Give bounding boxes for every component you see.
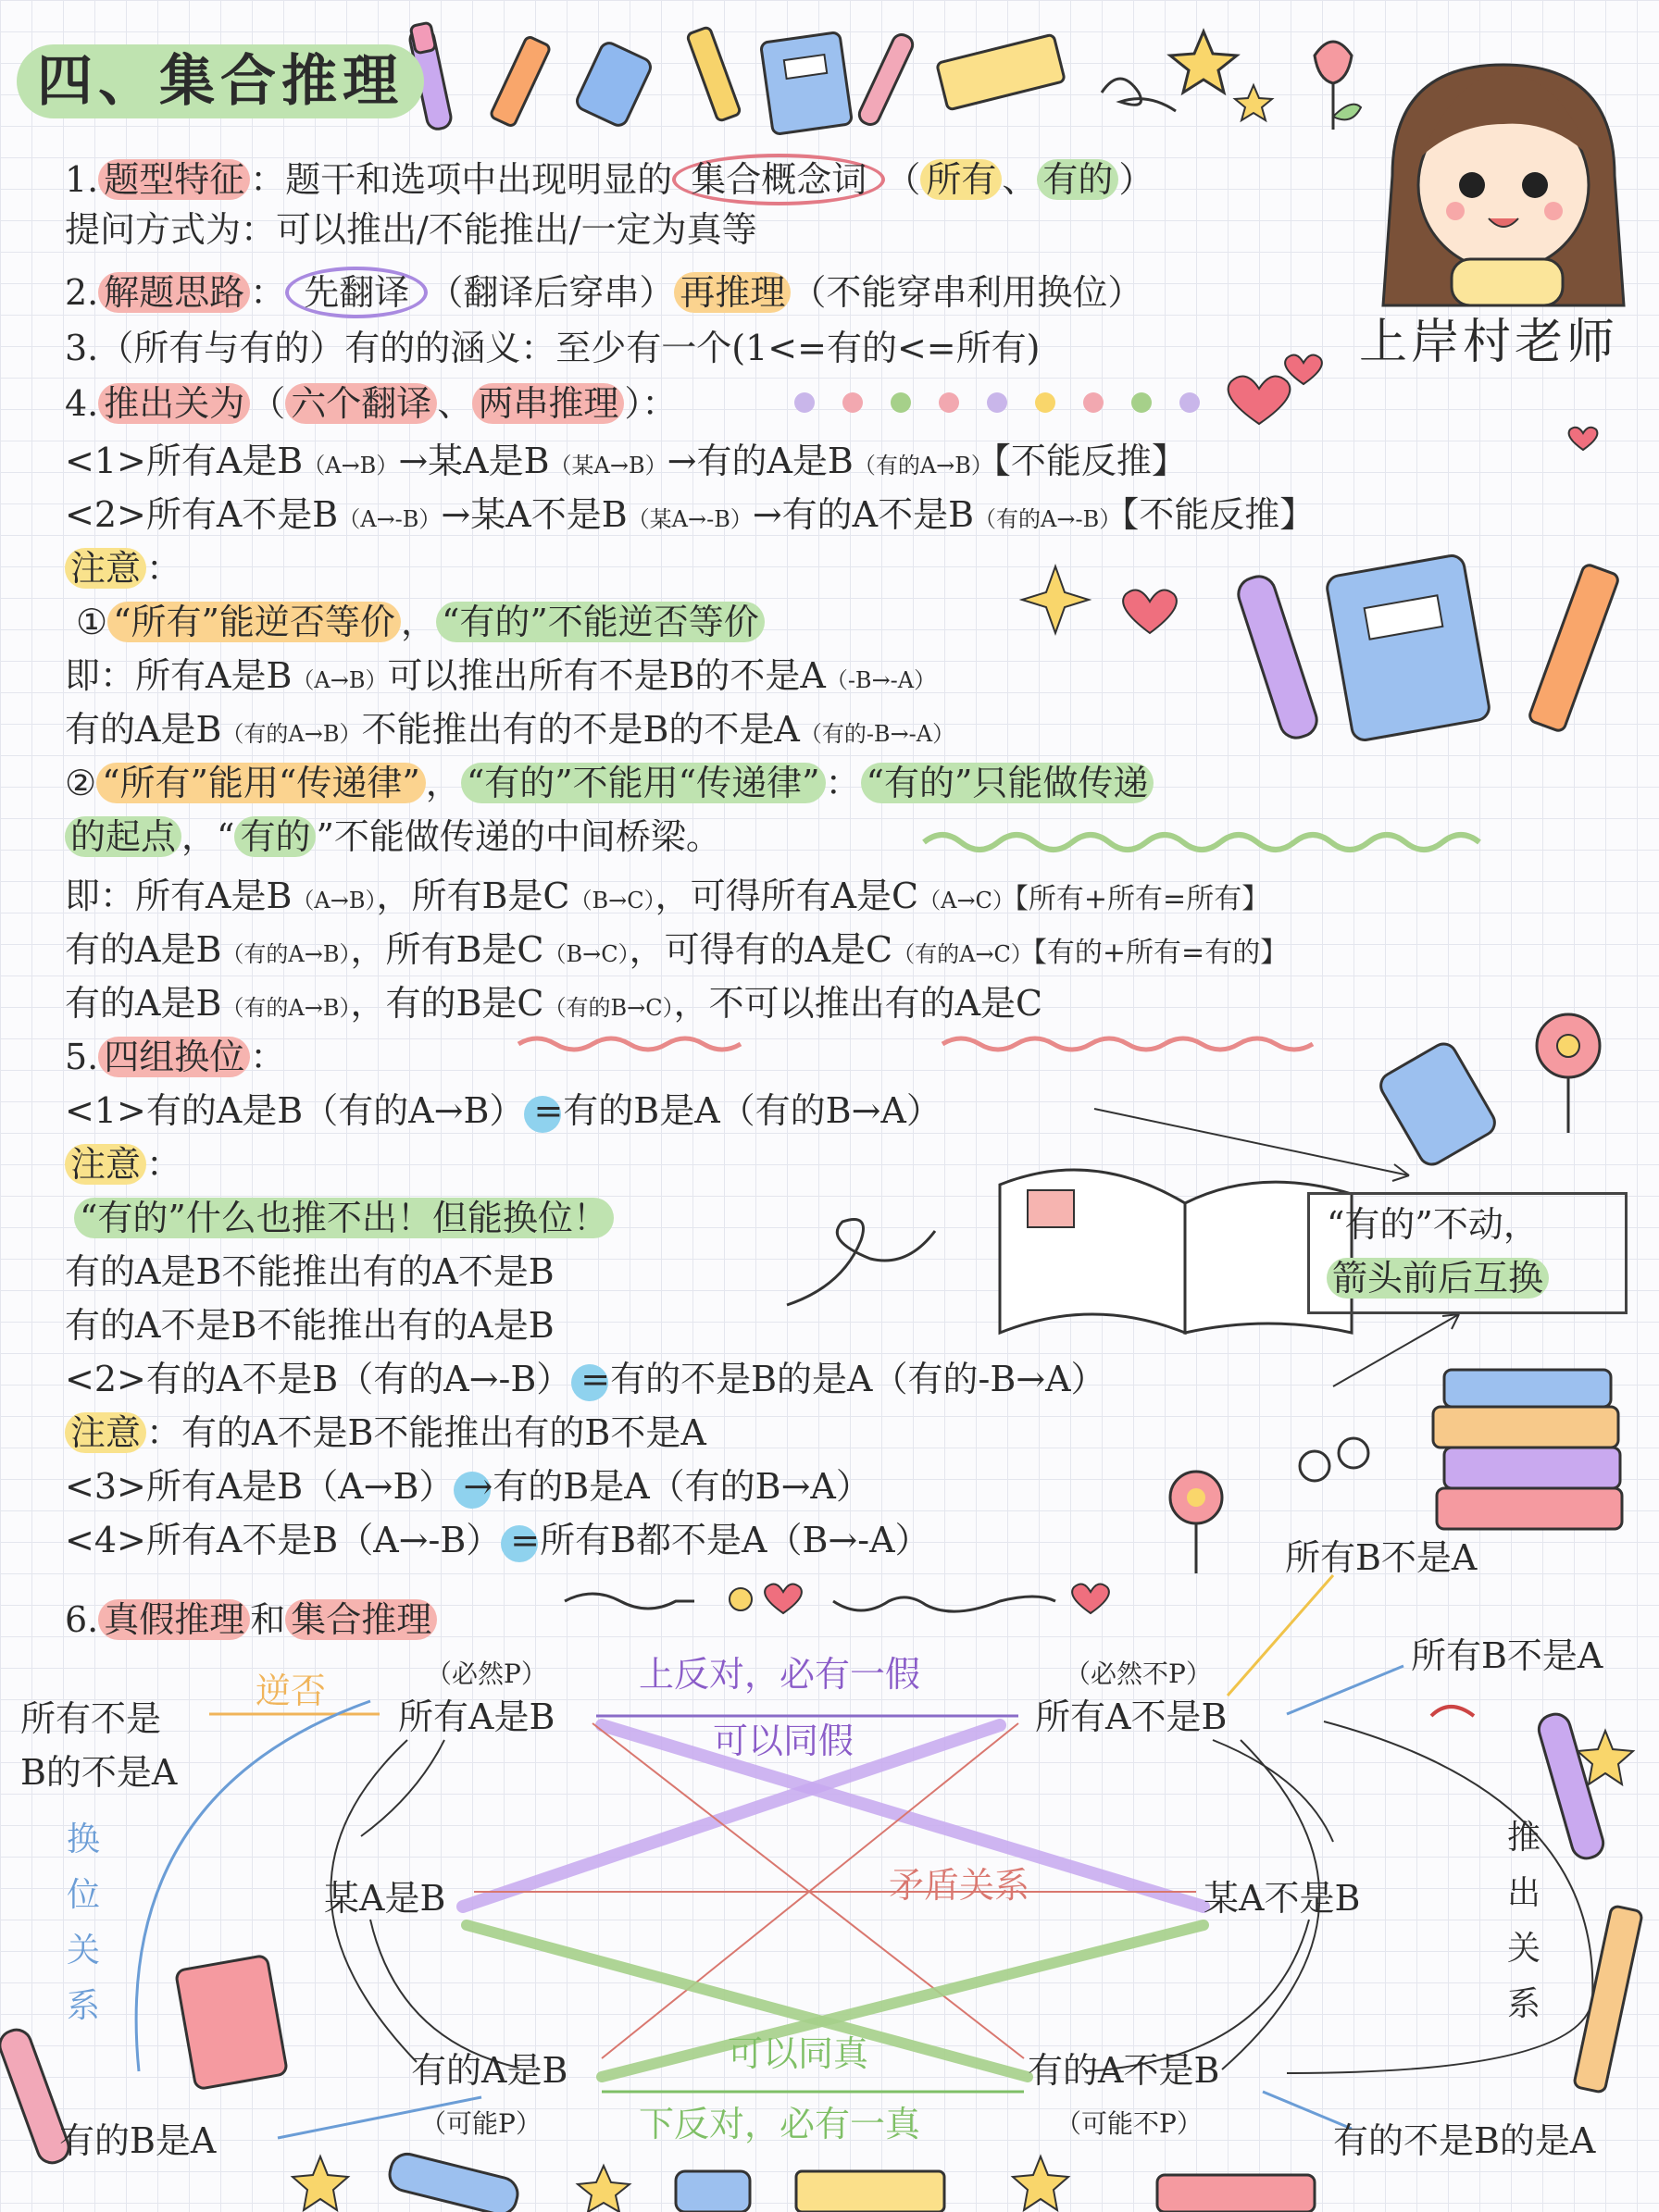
label-upper-contrary: 上反对，必有一假: [639, 1654, 921, 1695]
teacher-avatar: [1383, 65, 1624, 305]
node-all-is: 所有A是B: [398, 1696, 555, 1737]
ruler-icon: [937, 34, 1066, 110]
conversion-1-note-line-1: 有的A是B不能推出有的A不是B: [65, 1251, 555, 1292]
label-can-both-false: 可以同假: [713, 1721, 854, 1761]
book-icon: [1157, 2175, 1315, 2212]
label-all-b-not-a: 所有B不是A: [1411, 1635, 1603, 1676]
eraser-icon: [574, 40, 654, 128]
heart-icon: [1123, 590, 1177, 634]
note-1: ① “所有”能逆否等价 ， “有的”不能逆否等价: [76, 600, 765, 644]
transitive-2: 有的A是B（有的A→B），所有B是C（B→C），可得有的A是C（有的A→C）【有的+所有=有的】: [65, 929, 1289, 970]
label-contradiction: 矛盾关系: [889, 1865, 1030, 1906]
node-part-not: 有的A不是B: [1028, 2050, 1220, 2091]
node-all-not: 所有A不是B: [1035, 1696, 1228, 1737]
swirl-arrow-icon: [1102, 79, 1176, 111]
label-part-not-b-is-a: 有的不是B的是A: [1333, 2120, 1596, 2161]
squiggle-icon: [833, 1597, 1055, 1611]
eraser-icon: [1377, 1039, 1500, 1169]
label-conversion: 换位关系: [66, 1821, 100, 2025]
heart-icon: [1285, 354, 1322, 384]
transitive-3: 有的A是B（有的A→B），有的B是C（有的B→C），不可以推出有的A是C: [65, 983, 1043, 1024]
section-4: 4. 推出关为 （ 六个翻译 、 两串推理 ）：: [65, 383, 678, 424]
infer-arrow-left-lower: [370, 1920, 518, 2068]
note-box-line-1: “有的”不动，: [1327, 1204, 1539, 1245]
star-icon: [578, 2166, 630, 2212]
conversion-1: <1>有的A是B（有的A→B） =有的B是A（有的B→A）: [65, 1090, 942, 1131]
label-all-not-b-not-a-1: 所有不是: [20, 1698, 162, 1739]
ruler-icon: [796, 2171, 944, 2212]
pen-icon: [856, 31, 916, 128]
label-necessary-p: （必然P）: [426, 1659, 547, 1689]
heart-icon: [1569, 428, 1598, 450]
note-2-line-b: 的起点 ，“ 有的 ”不能做传递的中间桥梁。: [65, 814, 721, 859]
infer-arrow-left-inner: [361, 1740, 444, 1836]
yellow-arrow-up: [1228, 1575, 1333, 1696]
heart-icon: [765, 1584, 802, 1613]
label-all-not-b-not-a-2: B的不是A: [20, 1752, 178, 1793]
section-3: 3.（所有与有的）有的的涵义：至少有一个(1<=有的<=所有): [65, 328, 1041, 368]
node-some-is: 某A是B: [324, 1878, 446, 1919]
pencil-icon: [1528, 564, 1619, 733]
conversion-3: <3>所有A是B（A→B） →有的B是A（有的B→A）: [65, 1466, 871, 1507]
heart-icon: [1072, 1584, 1109, 1613]
transitive-1: 即：所有A是B（A→B），所有B是C（B→C），可得所有A是C（A→C）【所有+所有=所有】: [65, 876, 1270, 916]
rule-1: <1>所有A是B（A→B）→某A是B（某A→B）→有的A是B（有的A→B）【不能反推】: [65, 441, 1187, 481]
eraser-icon: [676, 2171, 750, 2212]
section-6: 6. 真假推理 和 集合推理: [65, 1597, 437, 1642]
pencil-icon: [1574, 1906, 1643, 2094]
tulip-icon: [1315, 42, 1361, 130]
label-all-b-not-a-top: 所有B不是A: [1285, 1537, 1478, 1578]
teacher-name: 上岸村老师: [1359, 315, 1619, 370]
star-icon: [1013, 2156, 1068, 2210]
pen-icon: [386, 2151, 521, 2212]
colored-dots: [794, 392, 1200, 413]
flower-icon: [1170, 1472, 1222, 1573]
conversion-1-note-highlight: “有的”什么也推不出！但能换位！: [74, 1196, 614, 1240]
rule-2: <2>所有A不是B（A→-B）→某A不是B（某A→-B）→有的A不是B（有的A→-B）【不能反推】: [65, 494, 1316, 535]
label-possible-not-p: （可能不P）: [1055, 2108, 1203, 2139]
notebook-icon: [1326, 553, 1491, 741]
label-possible-p: （可能P）: [420, 2108, 542, 2139]
note-box: [1307, 1192, 1628, 1314]
label-part-b-is-a: 有的B是A: [59, 2120, 217, 2161]
wavy-line-red: [942, 1038, 1313, 1050]
note-label-1: 注意 ：: [65, 546, 181, 590]
note-2: ② “所有”能用“传递律” ， “有的”不能用“传递律” ： “有的”只能做传递: [65, 761, 1154, 805]
flower-icon: [1537, 1014, 1600, 1133]
section-1-line-1: 1. 题型特征 ：题干和选项中出现明显的 集合概念词 （ 所有 、 有的 ）: [65, 157, 1154, 202]
pen-icon: [1234, 572, 1321, 742]
wavy-line-green: [924, 835, 1479, 850]
key-question-type: 题型特征: [98, 159, 250, 200]
conversion-arrow-right: [1287, 1666, 1403, 1714]
curl-arrow-icon: [1431, 1707, 1474, 1716]
conversion-2: <2>有的A不是B（有的A→-B） =有的不是B的是A（有的-B→A）: [65, 1359, 1106, 1399]
glasses-icon: [1300, 1438, 1368, 1481]
node-part-is: 有的A是B: [411, 2050, 568, 2091]
pencil-icon: [687, 27, 742, 122]
note-label-2: 注意 ：: [65, 1142, 181, 1187]
circled-translate-first: 先翻译: [285, 267, 428, 318]
notebook-icon: [760, 32, 852, 135]
swirl-arrow-icon: [787, 1220, 935, 1306]
note-1-line-b: 有的A是B（有的A→B）不能推出有的不是B的不是A（有的-B→-A）: [65, 709, 955, 750]
arrow-to-note-box: [1094, 1109, 1409, 1175]
pencil-icon: [490, 36, 551, 128]
star-icon: [293, 2156, 348, 2210]
star-icon: [1235, 85, 1272, 120]
heart-icon: [1229, 377, 1291, 424]
label-can-both-true: 可以同真: [728, 2033, 869, 2074]
note-1-line-a: 即：所有A是B（A→B）可以推出所有不是B的不是A（-B→-A）: [65, 655, 937, 696]
book-icon: [1000, 1170, 1352, 1333]
section-5: 5. 四组换位 ：: [65, 1037, 286, 1077]
squiggle-arrow-icon: [565, 1594, 694, 1609]
infer-arrow-right-inner: [1213, 1740, 1333, 1842]
section-1-line-2: 提问方式为：可以推出/不能推出/一定为真等: [65, 209, 757, 250]
label-necessary-not-p: （必然不P）: [1065, 1659, 1212, 1689]
section-2: 2. 解题思路 ： 先翻译 （翻译后穿串） 再推理 （不能穿串利用换位）: [65, 270, 1142, 315]
notebook-icon: [175, 1955, 287, 2089]
label-inverse: 逆否: [256, 1671, 327, 1711]
wavy-line-red: [518, 1038, 741, 1050]
circled-set-concept: 集合概念词: [672, 154, 885, 205]
pen-icon: [1536, 1710, 1607, 1861]
note-box-line-2: 箭头前后互换: [1327, 1256, 1549, 1300]
conversion-1-note-line-2: 有的A不是B不能推出有的A是B: [65, 1305, 555, 1346]
conversion-2-note: 注意 ：有的A不是B不能推出有的B不是A: [65, 1410, 706, 1455]
label-lower-contrary: 下反对，必有一真: [639, 2104, 921, 2144]
page-title: 四、集合推理: [17, 44, 424, 118]
sparkle-icon: [1022, 566, 1089, 633]
node-some-not: 某A不是B: [1204, 1878, 1361, 1919]
books-stack-icon: [1433, 1370, 1622, 1529]
conversion-4: <4>所有A不是B（A→-B） =所有B都不是A（B→-A）: [65, 1520, 930, 1560]
star-icon: [1170, 31, 1237, 93]
dot-icon: [730, 1588, 752, 1610]
label-inference-relation: 推出关系: [1506, 1819, 1540, 2023]
